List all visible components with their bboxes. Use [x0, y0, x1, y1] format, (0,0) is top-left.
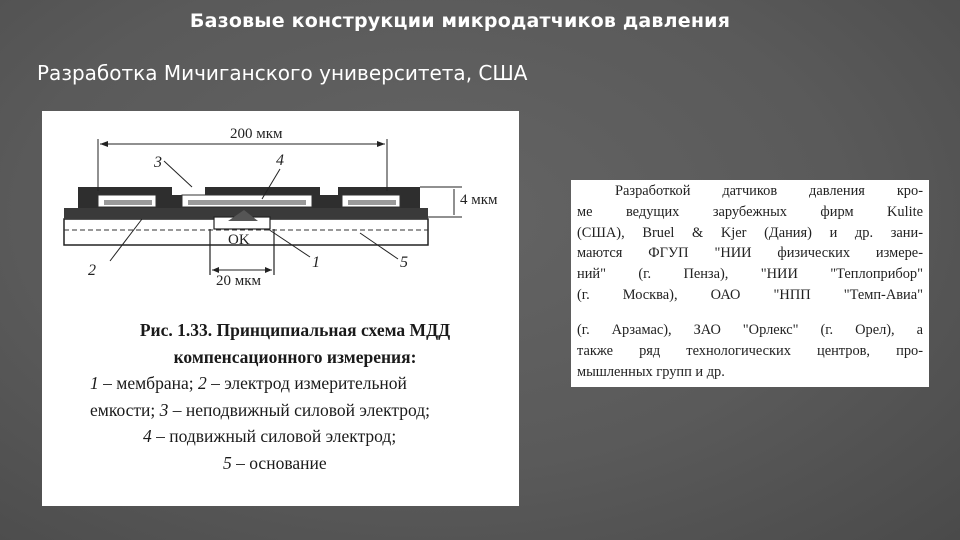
- text-panel: [571, 180, 929, 387]
- ok-label: OK: [228, 232, 250, 248]
- label-1: 1: [312, 254, 320, 271]
- text-line: (г. Арзамас), ЗАО "Орлекс" (г. Орел), а: [577, 322, 923, 338]
- dim200-arrow-right: [377, 141, 385, 147]
- caption-text-5: – основание: [231, 452, 327, 473]
- text-paragraph-2: [577, 320, 923, 382]
- caption-head-line-1: Рис. 1.33. Принципиальная схема МДД: [139, 320, 451, 340]
- text-line: ме ведущих зарубежных фирм Kulite: [577, 203, 923, 220]
- label-3: 3: [154, 154, 162, 171]
- slide-subtitle: Разработка Мичиганского университета, США: [37, 61, 528, 85]
- text-line: (г. Москва), ОАО "НПП "Темп-Авиа": [577, 286, 923, 303]
- dim20-label: 20 мкм: [216, 273, 262, 289]
- caption-text-2: – электрод измерительной: [206, 373, 407, 393]
- caption-num-5: 5: [223, 452, 232, 473]
- text-line: ний" (г. Пенза), "НИИ "Теплоприбор": [577, 266, 923, 283]
- electrode-center: [188, 200, 306, 205]
- electrode-left: [104, 200, 152, 205]
- caption-line-1: [90, 370, 500, 397]
- dim4-label: 4 мкм: [460, 192, 498, 208]
- caption-line-4: [90, 450, 500, 477]
- caption-text-2-cont: емкости;: [90, 399, 160, 420]
- caption-head-line-2: компенсационного измерения:: [173, 346, 417, 367]
- label-5: 5: [400, 254, 408, 271]
- caption-text-4: – подвижный силовой электрод;: [151, 426, 397, 446]
- text-line: Разработкой датчиков давления кро-: [615, 183, 923, 199]
- caption-line-3: [90, 423, 500, 450]
- dim200-arrow-left: [100, 141, 108, 147]
- slide-title: Базовые конструкции микродатчиков давления: [189, 10, 731, 32]
- label-2: 2: [88, 262, 96, 279]
- dim200-label: 200 мкм: [230, 126, 283, 142]
- figure-panel: [42, 111, 519, 506]
- caption-text-3: – неподвижный силовой электрод;: [168, 399, 430, 420]
- text-line: (США), Bruel & Kjer (Дания) и др. зани-: [577, 224, 923, 241]
- text-line: маются ФГУП "НИИ физических измере-: [577, 245, 923, 262]
- caption-num-3: 3: [159, 399, 169, 420]
- text-paragraph-1: [577, 181, 923, 306]
- caption-line-2: [90, 397, 500, 424]
- text-line: также ряд технологических центров, про-: [577, 342, 923, 359]
- label-4: 4: [276, 152, 284, 169]
- caption-num-1: 1: [90, 373, 99, 393]
- caption-num-4: 4: [143, 426, 152, 446]
- caption-num-2: 2: [197, 373, 207, 393]
- caption-text-1: – мембрана;: [98, 373, 198, 393]
- electrode-right: [348, 200, 396, 205]
- dim20-arrow-right: [265, 267, 272, 273]
- leader-3: [164, 161, 192, 187]
- text-line: мышленных групп и др.: [577, 363, 725, 380]
- figure-caption: [90, 317, 500, 476]
